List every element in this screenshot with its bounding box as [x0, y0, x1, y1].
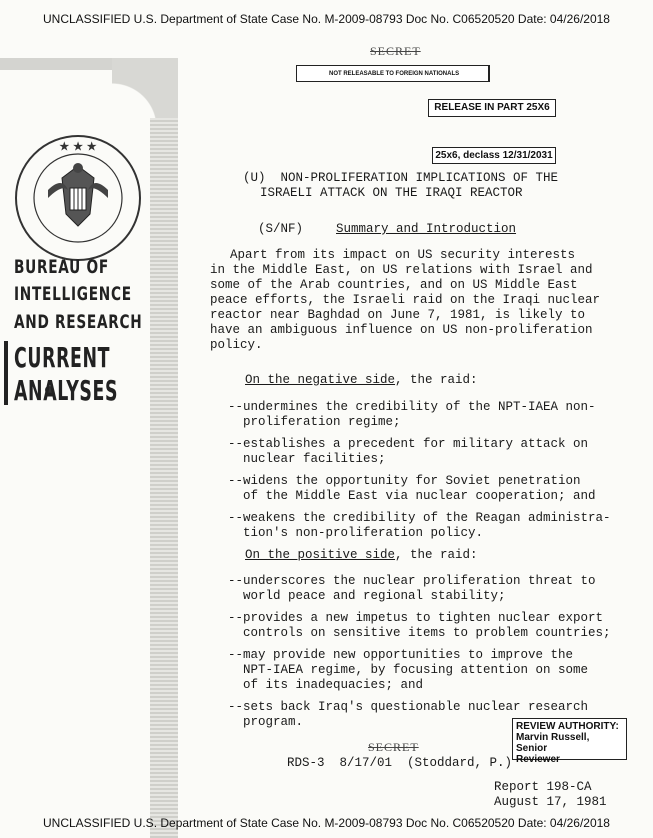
positive-heading-row — [245, 548, 478, 563]
positive-item-line: --sets back Iraq's questionable nuclear research — [228, 700, 589, 714]
positive-item-line: --underscores the nuclear proliferation threat to — [228, 574, 596, 588]
banner-bar — [4, 341, 8, 405]
section-marking: (S/NF) — [258, 222, 304, 236]
intro-line: reactor near Baghdad on June 7, 1981, is likely to — [210, 308, 586, 322]
negative-item-line: --establishes a precedent for military attack on — [228, 437, 589, 451]
inr-banner — [0, 58, 178, 838]
state-department-seal-icon — [8, 128, 148, 268]
positive-item-line: program. — [228, 715, 304, 729]
classification-bottom: SECRET — [368, 740, 419, 754]
review-authority-label: REVIEW AUTHORITY: — [516, 721, 619, 732]
report-number: Report 198-CA — [494, 780, 592, 794]
intro-line: have an ambiguous influence on US non-proliferation — [210, 323, 593, 337]
doc-title-line1: (U) NON-PROLIFERATION IMPLICATIONS OF THE — [243, 171, 559, 185]
positive-item-line: of its inadequacies; and — [228, 678, 424, 692]
negative-suffix: , the raid: — [395, 373, 478, 387]
doc-title-line2: ISRAELI ATTACK ON THE IRAQI REACTOR — [260, 186, 523, 200]
banner-line-bureau: BUREAU OF — [14, 256, 109, 278]
banner-product-current: CURRENT — [14, 341, 111, 374]
bottom-classification-footer: UNCLASSIFIED U.S. Department of State Case No. M-2009-08793 Doc No. C06520520 Date: 04/26/2018 — [43, 816, 610, 830]
positive-item-line: controls on sensitive items to problem countries; — [228, 626, 611, 640]
positive-item-line: NPT-IAEA regime, by focusing attention on some — [228, 663, 589, 677]
negative-item-line: --undermines the credibility of the NPT-IAEA non- — [228, 400, 596, 414]
declass-stamp: 25x6, declass 12/31/2031 — [432, 147, 556, 164]
intro-line: Apart from its impact on US security interests — [230, 248, 576, 262]
positive-heading: On the positive side — [245, 548, 396, 562]
negative-item-line: proliferation regime; — [228, 415, 401, 429]
negative-item-line: nuclear facilities; — [228, 452, 386, 466]
review-authority-stamp — [512, 718, 627, 765]
negative-item-line: --widens the opportunity for Soviet penetration — [228, 474, 581, 488]
banner-line-research: AND RESEARCH — [14, 311, 143, 333]
positive-item-line: --may provide new opportunities to improve the — [228, 648, 574, 662]
positive-item-line: --provides a new impetus to tighten nuclear export — [228, 611, 604, 625]
negative-item-line: tion's non-proliferation policy. — [228, 526, 484, 540]
top-classification-header: UNCLASSIFIED U.S. Department of State Case No. M-2009-08793 Doc No. C06520520 Date: 04/26/2018 — [43, 12, 610, 26]
section-heading: Summary and Introduction — [336, 222, 517, 236]
banner-rail — [150, 118, 178, 838]
intro-line: policy. — [210, 338, 263, 352]
banner-line-intelligence: INTELLIGENCE — [14, 283, 132, 305]
negative-heading: On the negative side — [245, 373, 396, 387]
negative-heading-row — [245, 373, 478, 388]
positive-suffix: , the raid: — [395, 548, 478, 562]
intro-line: peace efforts, the Israeli raid on the Iraqi nuclear — [210, 293, 601, 307]
reviewer-name: Marvin Russell, Senior — [516, 732, 590, 754]
reviewer-title: Reviewer — [516, 754, 560, 765]
negative-item-line: --weakens the credibility of the Reagan administra- — [228, 511, 611, 525]
handling-caveat-box: NOT RELEASABLE TO FOREIGN NATIONALS — [296, 65, 490, 82]
negative-item-line: of the Middle East via nuclear cooperation; and — [228, 489, 596, 503]
banner-product-analyses: ANALYSES — [14, 374, 119, 407]
release-stamp: RELEASE IN PART 25X6 — [428, 99, 556, 117]
positive-item-line: world peace and regional stability; — [228, 589, 506, 603]
svg-text:★ ★ ★: ★ ★ ★ — [59, 140, 97, 153]
report-date: August 17, 1981 — [494, 795, 607, 809]
intro-line: some of the Arab countries, and on US Middle East — [210, 278, 578, 292]
rds-line: RDS-3 8/17/01 (Stoddard, P.) — [287, 756, 513, 770]
classification-top: SECRET — [370, 44, 421, 58]
intro-line: in the Middle East, on US relations with Israel and — [210, 263, 593, 277]
